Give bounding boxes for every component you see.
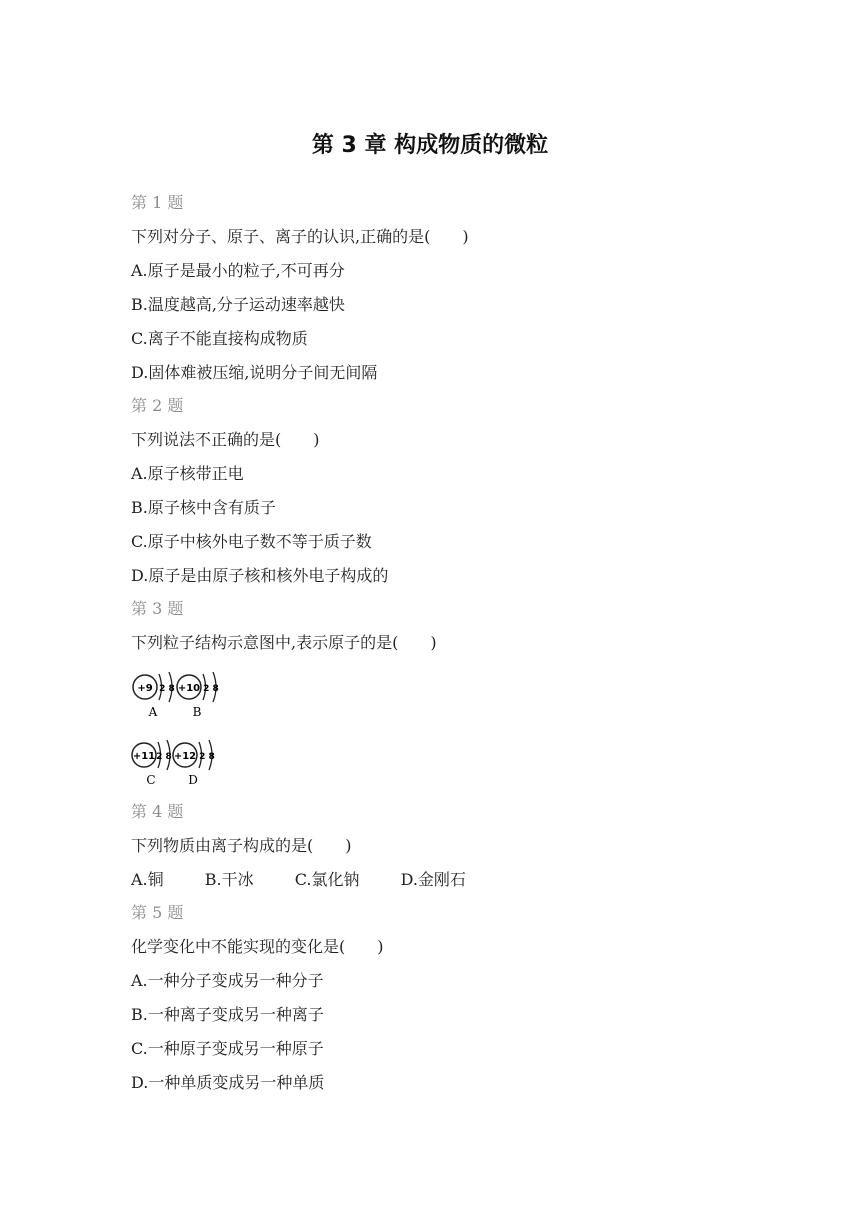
nucleus-charge-a: +9 bbox=[137, 683, 153, 694]
question-2-stem: 下列说法不正确的是( ) bbox=[131, 430, 320, 449]
diagram-letter-d: D bbox=[188, 773, 198, 787]
question-2-option-b: B.原子核中含有质子 bbox=[131, 498, 276, 517]
question-5-option-c: C.一种原子变成另一种原子 bbox=[131, 1039, 324, 1058]
question-1-label: 第 1 题 bbox=[131, 193, 184, 212]
question-5-label: 第 5 题 bbox=[131, 903, 184, 922]
question-2-option-c: C.原子中核外电子数不等于质子数 bbox=[131, 532, 372, 551]
nucleus-charge-d: +12 bbox=[173, 751, 197, 762]
electron-shells-c: 2 8 bbox=[156, 752, 172, 762]
electron-shells-a: 2 8 bbox=[159, 684, 175, 694]
page-title: 第 3 章 构成物质的微粒 bbox=[311, 133, 549, 158]
question-2-option-a: A.原子核带正电 bbox=[131, 464, 244, 483]
nucleus-charge-b: +10 bbox=[177, 683, 201, 694]
diagram-letter-a: A bbox=[148, 705, 158, 719]
question-4-option-d: D.金刚石 bbox=[400, 870, 466, 889]
question-1-stem: 下列对分子、原子、离子的认识,正确的是( ) bbox=[131, 227, 469, 246]
electron-shells-d: 2 8 bbox=[199, 752, 215, 762]
electron-shells-b: 2 8 bbox=[203, 684, 219, 694]
question-1-option-d: D.固体难被压缩,说明分子间无间隔 bbox=[131, 363, 378, 382]
question-4-options bbox=[131, 870, 502, 890]
question-5-option-a: A.一种分子变成另一种分子 bbox=[131, 971, 324, 990]
atom-diagram-d bbox=[173, 740, 215, 787]
atom-diagram-b bbox=[177, 672, 219, 719]
nucleus-charge-c: +11 bbox=[132, 751, 156, 762]
question-4-label: 第 4 题 bbox=[131, 802, 184, 821]
question-1-option-a: A.原子是最小的粒子,不可再分 bbox=[131, 261, 345, 280]
atom-diagram-c bbox=[132, 740, 172, 787]
question-4-option-c: C.氯化钠 bbox=[294, 870, 360, 889]
question-3-label: 第 3 题 bbox=[131, 599, 184, 618]
question-4-option-b: B.干冰 bbox=[204, 870, 254, 889]
diagram-letter-b: B bbox=[192, 705, 202, 719]
question-4-option-a: A.铜 bbox=[131, 870, 164, 889]
question-1-option-c: C.离子不能直接构成物质 bbox=[131, 329, 308, 348]
question-2-label: 第 2 题 bbox=[131, 396, 184, 415]
question-5-stem: 化学变化中不能实现的变化是( ) bbox=[131, 937, 384, 956]
atom-diagram-row-cd bbox=[131, 736, 231, 790]
question-1-option-b: B.温度越高,分子运动速率越快 bbox=[131, 295, 345, 314]
atom-diagram-row-ab bbox=[131, 668, 231, 722]
question-3-stem: 下列粒子结构示意图中,表示原子的是( ) bbox=[131, 633, 437, 652]
question-4-stem: 下列物质由离子构成的是( ) bbox=[131, 836, 352, 855]
question-5-option-d: D.一种单质变成另一种单质 bbox=[131, 1073, 325, 1092]
question-5-option-b: B.一种离子变成另一种离子 bbox=[131, 1005, 324, 1024]
question-2-option-d: D.原子是由原子核和核外电子构成的 bbox=[131, 566, 389, 585]
atom-diagram-a bbox=[133, 672, 175, 719]
diagram-letter-c: C bbox=[146, 773, 156, 787]
